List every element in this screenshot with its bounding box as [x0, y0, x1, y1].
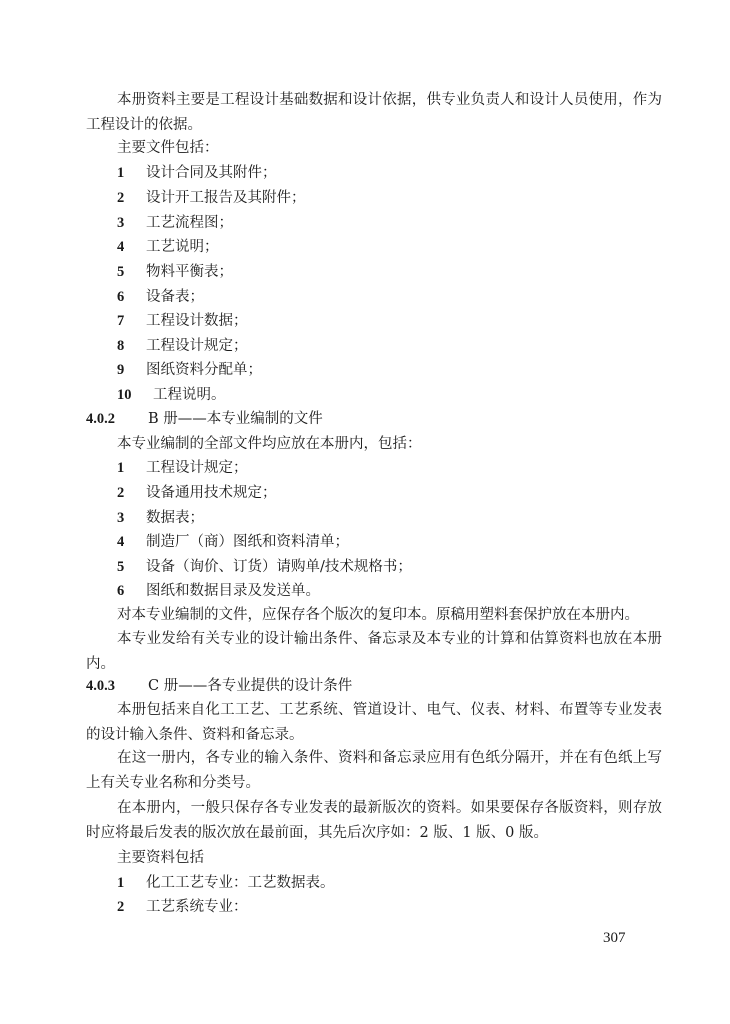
list-item-number: 8 [117, 338, 125, 354]
list-item-text: 工程设计数据； [146, 313, 248, 329]
list-item-number: 6 [117, 583, 125, 599]
list-item [117, 163, 277, 183]
section-heading-4-0-3 [86, 676, 352, 696]
list-item [117, 483, 277, 503]
list-item-number: 2 [117, 190, 125, 206]
paragraph: 在这一册内，各专业的输入条件、资料和备忘录应用有色纸分隔开，并在有色纸上写上有关专业名称和分类号。 [86, 750, 662, 791]
list-item [117, 336, 248, 356]
list-item-text: 数据表； [146, 510, 204, 526]
list-item [117, 360, 262, 380]
list-item [117, 557, 412, 577]
list-item [117, 458, 248, 478]
section-title: C 册——各专业提供的设计条件 [148, 678, 353, 694]
list-item-text: 工程设计规定； [146, 338, 248, 354]
list-item-text: 图纸和数据目录及发送单。 [146, 583, 320, 599]
list-item [117, 897, 248, 917]
list-item [117, 873, 335, 893]
list-item-text: 制造厂（商）图纸和资料清单； [146, 534, 349, 550]
section-number: 4.0.3 [86, 678, 115, 694]
paragraph-intro: 本册资料主要是工程设计基础数据和设计依据，供专业负责人和设计人员使用，作为工程设计的依据。 [86, 92, 662, 133]
list-item-text: 工艺系统专业： [146, 899, 248, 915]
paragraph: 本专业发给有关专业的设计输出条件、备忘录及本专业的计算和估算资料也放在本册内。 [86, 631, 662, 672]
paragraph: 在本册内，一般只保存各专业发表的最新版次的资料。如果要保存各版资料，则存放时应将最后发表的版次放在最前面，其先后次序如：2 版、1 版、0 版。 [86, 800, 662, 841]
list-item [117, 237, 219, 257]
list-item-number: 3 [117, 215, 125, 231]
list-item [117, 311, 248, 331]
list-item-text: 工艺说明； [146, 239, 219, 255]
paragraph: 对本专业编制的文件，应保存各个版次的复印本。原稿用塑料套保护放在本册内。 [117, 607, 639, 623]
list-item-number: 1 [117, 460, 125, 476]
list-item-number: 4 [117, 534, 125, 550]
list-item [117, 508, 204, 528]
list-item-text: 设备通用技术规定； [146, 485, 277, 501]
list-item-number: 5 [117, 559, 125, 575]
list-item [117, 262, 233, 282]
list-item-text: 设计合同及其附件； [146, 165, 277, 181]
list-item-number: 3 [117, 510, 125, 526]
section-title: B 册——本专业编制的文件 [148, 411, 323, 427]
list-item [117, 213, 233, 233]
list-item-text: 工艺流程图； [146, 215, 233, 231]
list-item-text: 化工工艺专业：工艺数据表。 [146, 875, 335, 891]
paragraph-main-files: 主要文件包括： [117, 140, 219, 156]
list-item-number: 1 [117, 165, 125, 181]
list-item-text: 设备（询价、订货）请购单/技术规格书； [146, 559, 412, 575]
list-item-number: 2 [117, 899, 125, 915]
list-item [117, 581, 320, 601]
list-item-text: 设计开工报告及其附件； [146, 190, 306, 206]
list-item-text: 图纸资料分配单； [146, 362, 262, 378]
paragraph: 本专业编制的全部文件均应放在本册内，包括： [117, 436, 422, 452]
list-item-number: 9 [117, 362, 125, 378]
section-number: 4.0.2 [86, 411, 115, 427]
page-number: 307 [603, 930, 626, 946]
list-item-text: 设备表； [146, 289, 204, 305]
list-item-text: 物料平衡表； [146, 264, 233, 280]
list-item [117, 287, 204, 307]
list-item [117, 385, 226, 405]
list-item [117, 532, 349, 552]
list-item [117, 188, 306, 208]
paragraph: 本册包括来自化工工艺、工艺系统、管道设计、电气、仪表、材料、布置等专业发表的设计输入条件、资料和备忘录。 [86, 702, 662, 743]
list-item-number: 6 [117, 289, 125, 305]
list-item-number: 7 [117, 313, 125, 329]
list-item-number: 2 [117, 485, 125, 501]
list-item-number: 4 [117, 239, 125, 255]
paragraph: 主要资料包括 [117, 850, 204, 866]
list-item-text: 工程说明。 [153, 387, 226, 403]
list-item-number: 10 [117, 387, 132, 403]
list-item-number: 1 [117, 875, 125, 891]
list-item-number: 5 [117, 264, 125, 280]
section-heading-4-0-2 [86, 409, 323, 429]
list-item-text: 工程设计规定； [146, 460, 248, 476]
